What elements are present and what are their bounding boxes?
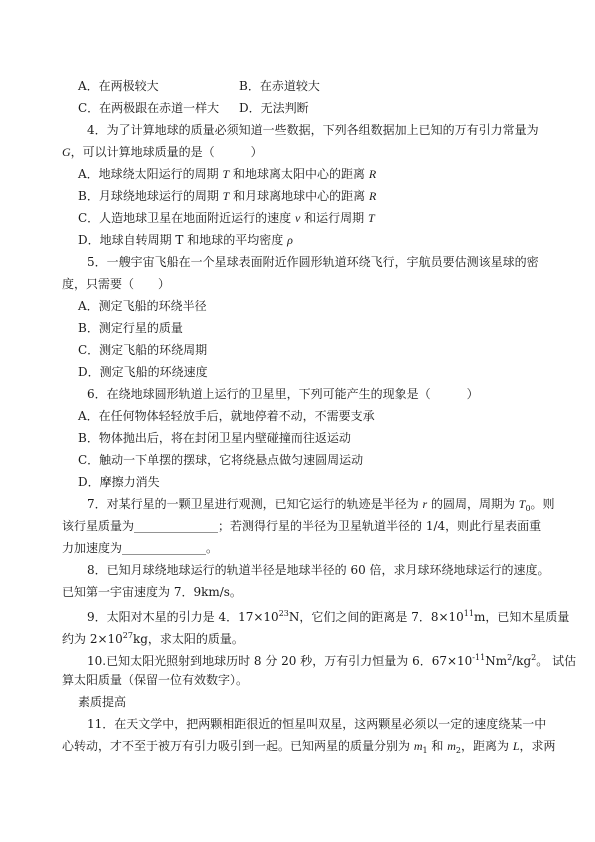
q4-stem-text: ，可以计算地球质量的是（ ） [70, 145, 263, 159]
q9-text-3: m，已知木星质量 [473, 610, 570, 624]
q4-d-text1: D．地球自转周期 T 和地球的平均密度 [78, 233, 288, 247]
q10-text-3: /kg [512, 654, 532, 668]
exponent: 23 [278, 609, 289, 618]
var-L: L [512, 739, 520, 753]
var-T: T [222, 167, 230, 181]
q9-text-1: 9．太阳对木星的引力是 4．17×10 [87, 610, 279, 624]
q10-text-4: 。 试估 [536, 654, 577, 668]
q4-a-text1: A．地球绕太阳运行的周期 [78, 167, 223, 181]
q4-stem-line-1: 4．为了计算地球的质量必须知道一些数据，下列各组数据加上已知的万有引力常量为 [87, 123, 539, 137]
exponent: 2 [507, 653, 513, 662]
q4-option-d [78, 232, 293, 248]
q4-stem-line-2 [62, 144, 263, 160]
q8-line-2: 已知第一宇宙速度为 7．9km/s。 [62, 585, 242, 599]
subscript: 2 [455, 746, 461, 755]
q10-line-1 [87, 650, 576, 669]
q5-option-b: B．测定行星的质量 [78, 321, 183, 335]
q4-b-text2: 和月球离地球中心的距离 [229, 189, 369, 203]
q11-line-1: 11．在天文学中，把两颗相距很近的恒星叫双星，这两颗星必须以一定的速度绕某一中 [87, 717, 547, 731]
q7-text-6: 力加速度为 [62, 541, 123, 555]
q11-text-2: 和 [427, 739, 448, 753]
q11-text-4: ，求两 [519, 739, 556, 753]
var-r: r [422, 497, 428, 511]
subscript: 1 [422, 746, 428, 755]
q6-option-a: A．在任何物体轻轻放手后，就地停着不动，不需要支承 [78, 409, 375, 423]
q7-line-3 [62, 540, 218, 556]
exponent: 27 [122, 631, 133, 640]
q4-option-a [78, 166, 376, 182]
q10-text-1: 10.已知太阳光照射到地球历时 8 分 20 秒，万有引力恒量为 6．67×10 [87, 654, 473, 668]
exponent: 11 [463, 609, 474, 618]
q9-line-1 [87, 606, 569, 625]
var-T: T [222, 189, 230, 203]
q9-text-5: kg，求太阳的质量。 [132, 632, 244, 646]
q6-option-d: D．摩擦力消失 [78, 475, 160, 489]
exponent: -11 [472, 653, 486, 662]
q11-text-3: ，距离为 [461, 739, 513, 753]
q8-line-1: 8．已知月球绕地球运行的轨道半径是地球半径的 60 倍，求月球环绕地球运行的速度。 [87, 563, 550, 577]
q4-option-b [78, 188, 376, 204]
q6-option-c: C．触动一下单摆的摆球，它将绕悬点做匀速圆周运动 [78, 453, 364, 467]
q3-option-b: B．在赤道较大 [239, 79, 320, 93]
q7-text-7: 。 [206, 541, 219, 555]
q7-text-5: ；若测得行星的半径为卫星轨道半径的 1/4，则此行星表面重 [218, 519, 542, 533]
var-T0: T [518, 497, 526, 511]
var-G: G [62, 145, 71, 159]
q4-c-text1: C．人造地球卫星在地面附近运行的速度 [78, 211, 295, 225]
q6-stem: 6．在绕地球圆形轨道上运行的卫星里，下列可能产生的现象是（ ） [87, 387, 479, 401]
q9-text-4: 约为 2×10 [62, 632, 123, 646]
q7-text-2: 的圆周，周期为 [427, 497, 519, 511]
q4-a-text2: 和地球离太阳中心的距离 [229, 167, 369, 181]
q5-stem-line-2: 度，只需要（ ） [62, 277, 171, 291]
q4-c-text2: 和运行周期 [300, 211, 368, 225]
q6-option-b: B．物体抛出后，将在封闭卫星内壁碰撞而往返运动 [78, 431, 351, 445]
q9-text-2: N，它们之间的距离是 7．8×10 [288, 610, 464, 624]
var-R: R [368, 167, 377, 181]
var-m1: m [413, 739, 423, 753]
q3-option-a: A．在两极较大 [78, 79, 159, 93]
q5-stem-line-1: 5．一艘宇宙飞船在一个星球表面附近作圆形轨道环绕飞行，宇航员要估测该星球的密 [87, 255, 539, 269]
q4-option-c [78, 210, 375, 226]
section-heading: 素质提高 [78, 695, 127, 709]
q10-line-2: 算太阳质量（保留一位有效数字）。 [62, 673, 249, 687]
q7-text-1: 7．对某行星的一颗卫星进行观测，已知它运行的轨迹是半径为 [87, 497, 423, 511]
exponent: 2 [531, 653, 537, 662]
q5-option-a: A．测定飞船的环绕半径 [78, 299, 207, 313]
q5-option-d: D．测定飞船的环绕速度 [78, 365, 208, 379]
var-v: v [295, 211, 301, 225]
var-rho: ρ [287, 233, 293, 247]
var-T: T [367, 211, 375, 225]
q4-b-text1: B．月球绕地球运行的周期 [78, 189, 223, 203]
q9-line-2 [62, 628, 244, 647]
answer-blank: ______________ [122, 541, 207, 555]
subscript: 0 [525, 504, 531, 513]
q5-option-c: C．测定飞船的环绕周期 [78, 343, 208, 357]
var-m2: m [447, 739, 456, 753]
q11-text-1: 心转动，才不至于被万有引力吸引到一起。已知两星的质量分别为 [62, 739, 414, 753]
q10-text-2: Nm [485, 654, 508, 668]
q7-line-2 [62, 518, 541, 534]
q3-option-c: C．在两极跟在赤道一样大 [78, 101, 220, 115]
answer-blank: ______________ [134, 519, 219, 533]
q7-line-1 [87, 496, 555, 517]
q11-line-2 [62, 738, 556, 759]
var-R: R [368, 189, 377, 203]
q7-text-4: 该行星质量为 [62, 519, 135, 533]
q3-option-d: D．无法判断 [239, 101, 309, 115]
q7-text-3: 。则 [530, 497, 555, 511]
